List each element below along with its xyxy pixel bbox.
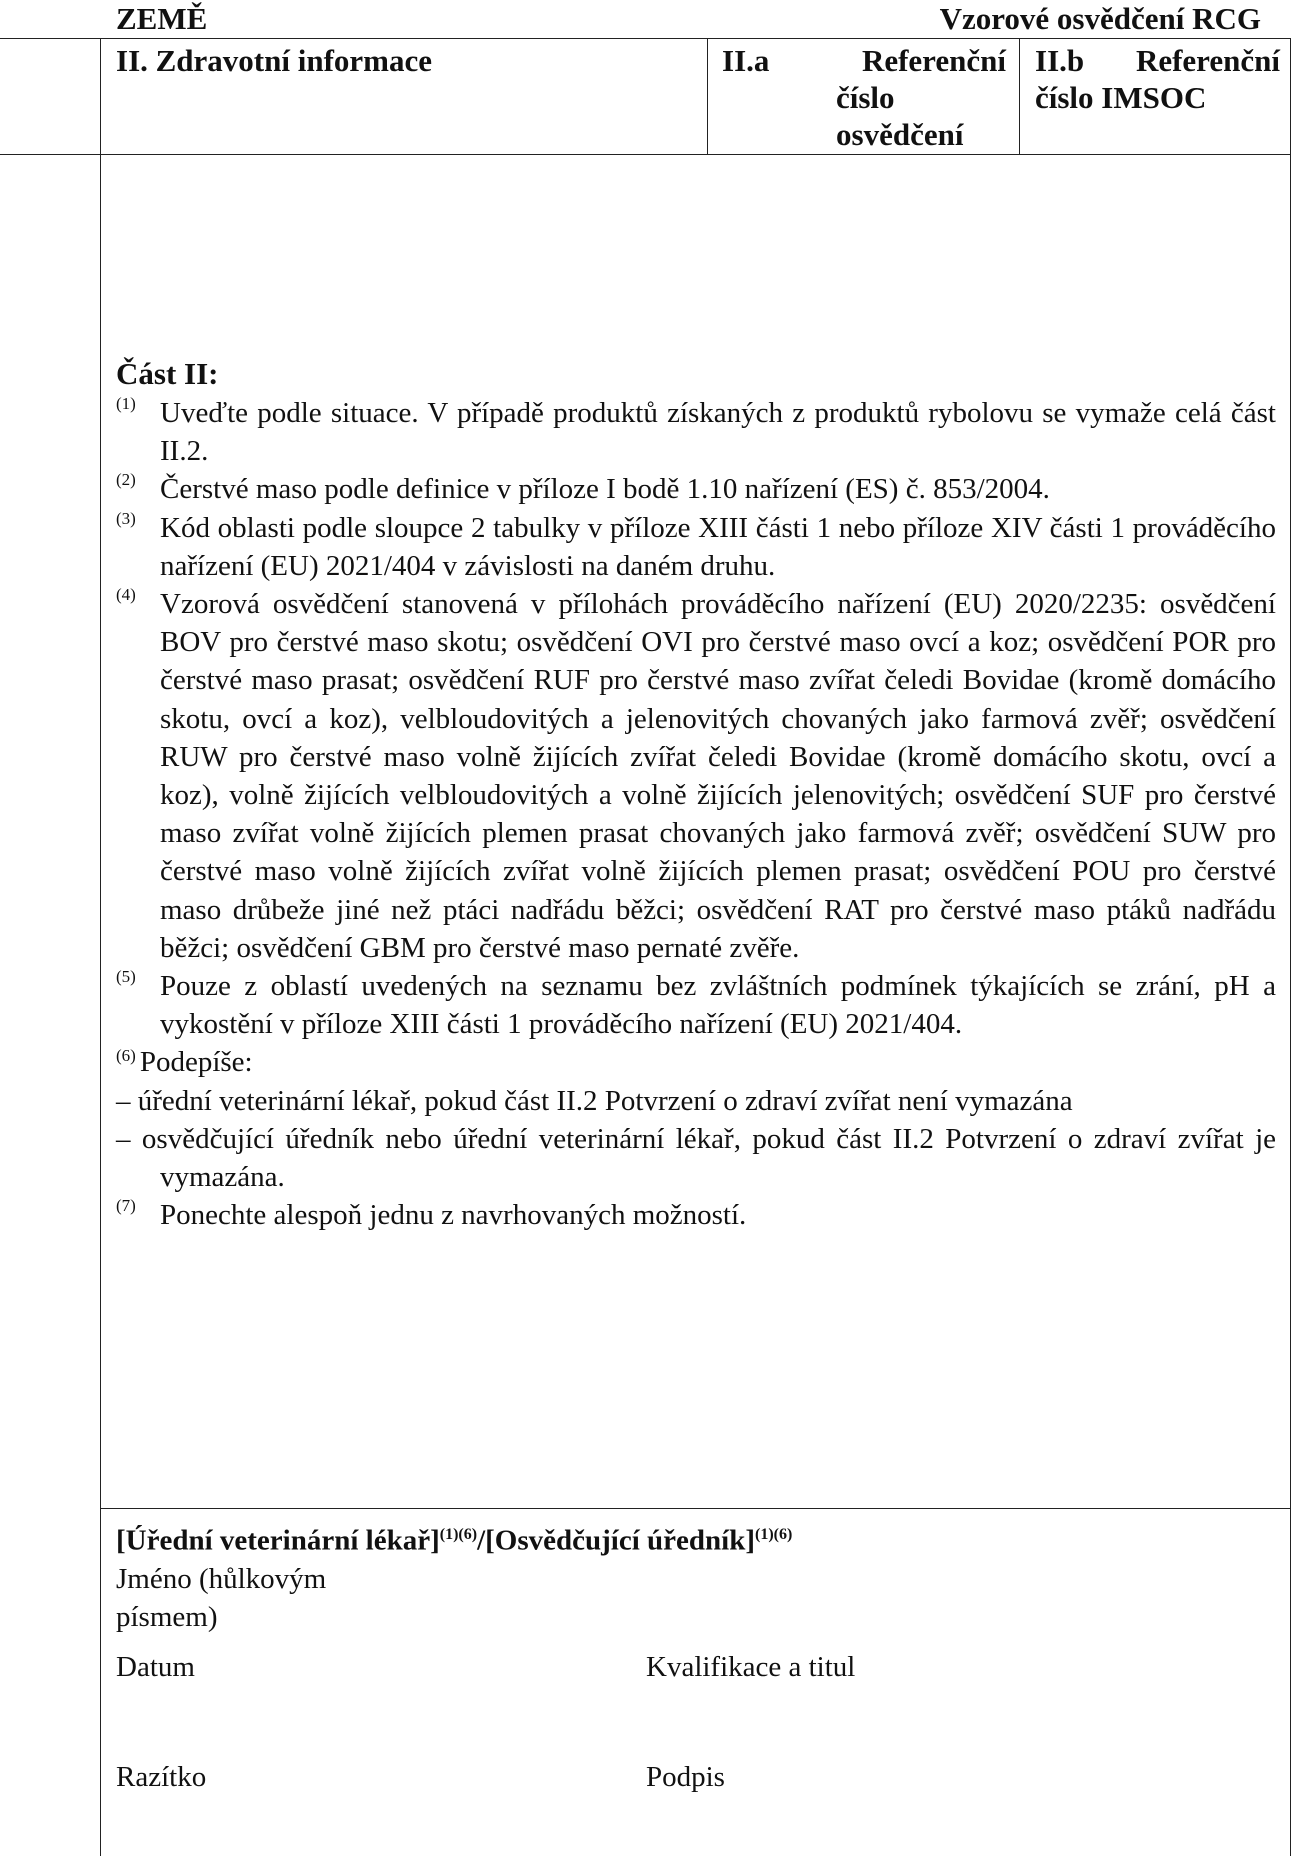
- header-top-border: [0, 38, 1290, 39]
- header-bottom-border: [0, 154, 1290, 155]
- header-divider-a: [707, 38, 708, 154]
- ref-b-text-2: číslo IMSOC: [1035, 80, 1207, 115]
- footnotes: [116, 394, 1276, 1234]
- footnote-6: $^{(6)}$ Podepíše:: [116, 1045, 253, 1079]
- name-label: Jméno (hůlkovým písmem): [116, 1563, 327, 1633]
- ref-b-text-1: Referenční: [1135, 43, 1280, 78]
- section-title: II. Zdravotní informace: [116, 43, 433, 78]
- frame-right-border: [1290, 38, 1291, 1856]
- date-label: Datum: [116, 1651, 195, 1683]
- footnote-4: (4) Vzorová osvědčení stanovená v přílohách prováděcího nařízení (EU) 2020/2235: osvědčení BOV pro čerstvé maso skotu; osvědčení OVI pro čerstvé maso ovcí a koz; osvědčení POR pro čerstvé maso prasat; osvědčení RUF pro čerstvé maso zvířat čeledi Bovidae (kromě domácího skotu, ovcí a koz), velbloudovitých a jelenovitých chovaných jako farmová zvěř; osvědčení RUW pro čerstvé maso volně žijících zvířat čeledi Bovidae (kromě domácího skotu, ovcí a koz), volně žijících velbloudovitých a volně žijících jelenovitých; osvědčení SUF pro čerstvé maso zvířat volně žijících plemen prasat chovaných jako farmová zvěř; osvědčení SUW pro čerstvé maso volně žijících zvířat volně žijících plemen prasat; osvědčení POU pro čerstvé maso drůbeže jiné než ptáci nadřádu běžci; osvědčení RAT pro čerstvé maso ptáků nadřádu běžci; osvědčení GBM pro čerstvé maso pernaté zvěře.: [116, 585, 1276, 964]
- header-divider-b: [1019, 38, 1020, 154]
- signature-label: Podpis: [646, 1761, 725, 1793]
- footnote-6-item-2: – osvědčující úředník nebo úřední veterinární lékař, pokud část II.2 Potvrzení o zdraví zvířat je vymazána.: [116, 1122, 1276, 1194]
- part-title: Část II:: [116, 356, 219, 391]
- footnote-2: (2) Čerstvé maso podle definice v příloze I bodě 1.10 nařízení (ES) č. 853/2004.: [116, 470, 1050, 506]
- ref-b-cell: [1035, 42, 1280, 116]
- footnote-5: (5) Pouze z oblastí uvedených na seznamu bez zvláštních podmínek týkajících se zrání, pH a vykostění v příloze XIII části 1 prováděcího nařízení (EU) 2021/404.: [116, 967, 1276, 1041]
- ref-a-label: II.a: [722, 43, 770, 78]
- stamp-label: Razítko: [116, 1761, 207, 1793]
- signature-box-top-border: [100, 1508, 1290, 1509]
- country-label: ZEMĚ: [116, 1, 208, 36]
- signature-title: [Úřední veterinární lékař]$^{(1)(6)}$/[Osvědčující úředník]$^{(1)(6)}$: [116, 1524, 793, 1557]
- footnote-6-item-1: – úřední veterinární lékař, pokud část II.2 Potvrzení o zdraví zvířat není vymazána: [116, 1084, 1073, 1117]
- footnote-7: (7) Ponechte alespoň jednu z navrhovaných možností.: [116, 1196, 747, 1232]
- model-certificate-label: Vzorové osvědčení RCG: [939, 1, 1261, 36]
- footnote-1: (1) Uveďte podle situace. V případě produktů získaných z produktů rybolovu se vymaže celá část II.2.: [116, 394, 1276, 468]
- footnote-3: (3) Kód oblasti podle sloupce 2 tabulky v příloze XIII části 1 nebo příloze XIV části 1 prováděcího nařízení (EU) 2021/404 v závislosti na daném druhu.: [116, 508, 1276, 582]
- ref-a-text: Referenční číslo osvědčení: [836, 43, 1006, 152]
- signature-box-left-border: [100, 1508, 101, 1856]
- qualification-label: Kvalifikace a titul: [646, 1651, 856, 1683]
- ref-b-label: II.b: [1035, 43, 1085, 78]
